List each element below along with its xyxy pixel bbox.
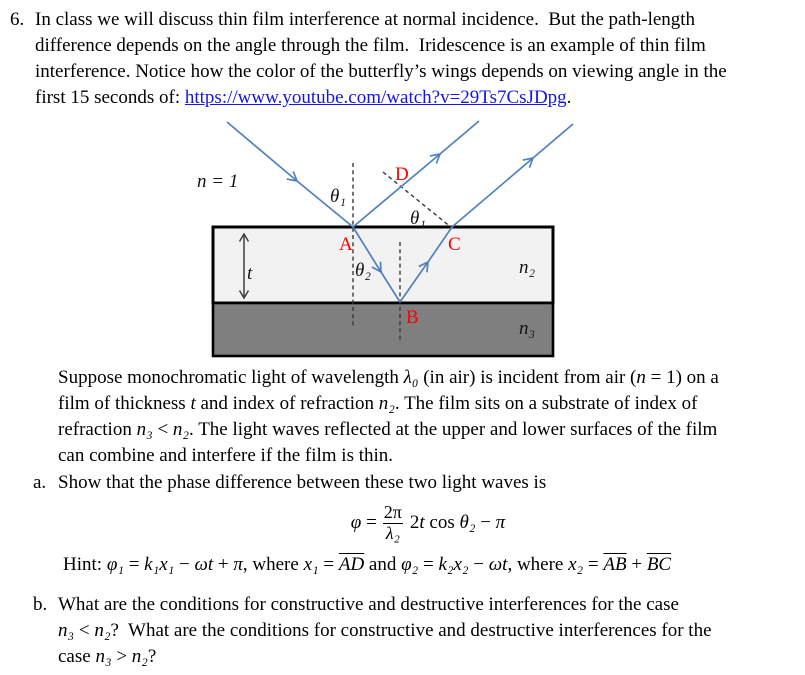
theta1-reflected-label: θ₁	[410, 208, 426, 229]
film-layer	[213, 227, 553, 303]
part-b-label: b.	[33, 594, 48, 615]
hint-line: Hint: φ₁ = k₁x₁ − ωt + π, where $x_1 = \overline{AD}$ and φ₂ = k₂x₂ − ωt, where $x_2 = \overline{AB} + \overline{BC}$	[63, 554, 672, 575]
text-line: interference. Notice how the color of the butterfly’s wings depends on viewing angle in the	[35, 61, 727, 82]
problem-statement	[10, 7, 727, 111]
problem-intro-text	[35, 7, 727, 111]
part-a-label: a.	[33, 472, 47, 493]
thin-film-diagram	[0, 112, 805, 364]
text-line: film of thickness t and index of refraction n₂. The film sits on a substrate of index of	[58, 393, 698, 414]
setup-paragraph	[58, 365, 719, 469]
text-line: n₃ < n₂? What are the conditions for constructive and destructive interferences for the	[58, 620, 712, 641]
film-index-label: n₂	[519, 257, 536, 278]
part-a	[33, 470, 798, 578]
equation-rhs: 2t cos θ₂ − π	[409, 512, 506, 533]
part-a-content	[58, 470, 798, 578]
text-line: Show that the phase difference between these two light waves is	[58, 472, 547, 493]
substrate-index-label: n₃	[519, 318, 536, 339]
text-line: can combine and interfere if the film is thin.	[58, 445, 394, 466]
phase-difference-equation	[58, 496, 798, 550]
text-line: difference depends on the angle through the film. Iridescence is an example of thin film	[35, 35, 706, 56]
point-A-label: A	[339, 234, 353, 255]
fraction-numerator: 2π	[383, 502, 402, 523]
link-suffix-text: .	[566, 87, 572, 108]
youtube-link[interactable]: https://www.youtube.com/watch?v=29Ts7CsJDpg	[184, 87, 567, 108]
text-line	[35, 85, 727, 111]
substrate-layer	[213, 303, 553, 356]
diagram-canvas	[0, 112, 805, 364]
theta2-label: θ₂	[355, 260, 371, 281]
link-prefix-text: first 15 seconds of:	[35, 87, 185, 108]
part-b-content	[58, 592, 712, 670]
point-D-label: D	[395, 164, 409, 185]
air-index-label: n = 1	[197, 171, 239, 192]
point-B-label: B	[406, 307, 419, 328]
equation-lhs: φ =	[350, 512, 377, 533]
incident-ray	[227, 122, 353, 227]
text-line: What are the conditions for constructive and destructive interferences for the case	[58, 594, 679, 615]
problem-number: 6.	[10, 9, 25, 30]
fraction-denominator: λ₂	[383, 523, 403, 543]
thickness-label: t	[247, 263, 253, 284]
text-line: Suppose monochromatic light of wavelength λ₀ (in air) is incident from air (n = 1) on a	[58, 367, 719, 388]
text-line: case n₃ > n₂?	[58, 646, 157, 667]
text-line: In class we will discuss thin film interference at normal incidence. But the path-length	[35, 9, 696, 30]
theta1-incident-label: θ₁	[330, 186, 346, 207]
fraction	[381, 503, 405, 543]
text-line: refraction n₃ < n₂. The light waves reflected at the upper and lower surfaces of the film	[58, 419, 718, 440]
exit-ray-C	[452, 124, 573, 227]
point-C-label: C	[448, 234, 461, 255]
part-b	[33, 592, 712, 670]
